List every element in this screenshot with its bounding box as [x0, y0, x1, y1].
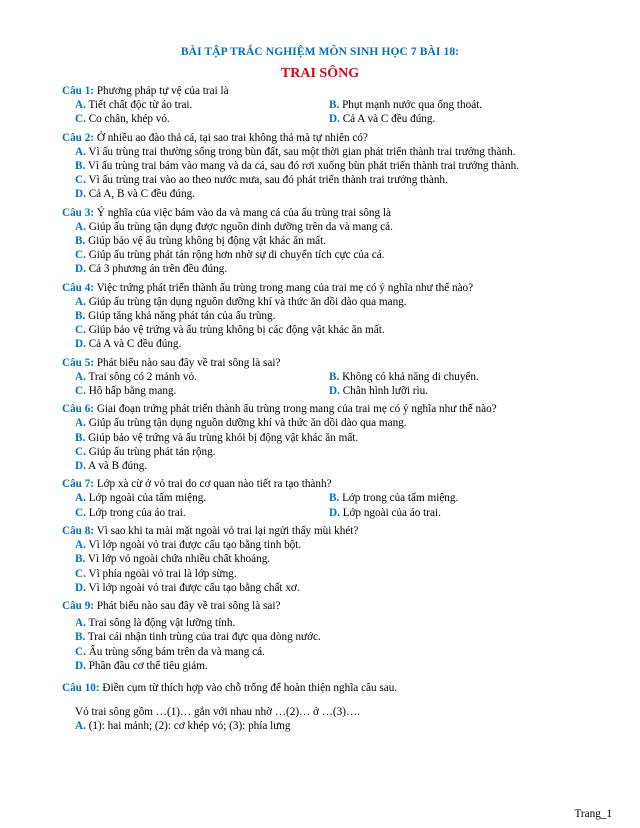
question-2: [62, 131, 622, 202]
fill-in-sentence: Vỏ trai sông gồm …(1)… gắn với nhau nhờ …(2)… ở …(3)….: [75, 706, 360, 719]
option-c: C. Co chân, khép vỏ.: [75, 113, 170, 126]
option-c: C. Giúp ấu trùng phát tán rộng hơn nhờ sự di chuyển tích cực của cá.: [75, 249, 385, 262]
question-text: Giai đoạn trứng phát triển thành ấu trùng trong mang của trai mẹ có ý nghĩa như thế nào?: [94, 403, 497, 416]
option-a: A. Giúp ấu trùng tận dụng được nguồn dinh dưỡng trên da và mang cá.: [75, 220, 393, 233]
option-d: D. Cả A và C đều đúng.: [75, 338, 182, 351]
question-5: [62, 356, 622, 399]
option-b: B. Trai cái nhận tinh trùng của trai đực qua dòng nước.: [75, 631, 321, 644]
option-b: B. Phụt mạnh nước qua ống thoát.: [329, 99, 483, 112]
question-6: [62, 402, 622, 473]
option-d: D. A và B đúng.: [75, 460, 148, 473]
question-number: Câu 10:: [62, 681, 100, 694]
option-c: C. Giúp ấu trùng phát tán rộng.: [75, 445, 216, 458]
option-a: A. Giúp ấu trùng tận dụng nguồn dưỡng khí và thức ăn dồi dào qua mang.: [75, 417, 407, 430]
document-subtitle: TRAI SÔNG: [280, 66, 360, 81]
question-text: Phát biểu nào sau đây về trai sông là sai?: [94, 356, 281, 369]
question-number: Câu 3:: [62, 206, 95, 219]
question-number: Câu 2:: [62, 131, 95, 144]
question-text: Điền cụm từ thích hợp vào chỗ trống để hoàn thiện nghĩa câu sau.: [99, 681, 398, 694]
option-c: C. Lớp trong của áo trai.: [75, 506, 186, 519]
option-b: B. Không có khả năng di chuyển.: [329, 370, 479, 383]
option-c: C. Hô hấp bằng mang.: [75, 385, 177, 398]
option-d: D. Vì lớp ngoài vỏ trai được cấu tạo bằng chất xơ.: [75, 581, 300, 594]
option-a: A. Lớp ngoài của tấm miệng.: [75, 492, 207, 505]
option-b: B. Vì lớp vỏ ngoài chứa nhiều chất khoáng.: [75, 553, 271, 566]
option-b: B. Vì ấu trùng trai bám vào mang và da cá, sau đó rơi xuống bùn phát triển thành trai trưởng thành.: [75, 160, 519, 173]
option-c: C. Vì ấu trùng trai vào ao theo nước mưa, sau đó phát triển thành trai trưởng thành.: [75, 174, 448, 187]
question-list: [62, 84, 622, 738]
option-d: D. Phần đầu cơ thể tiêu giảm.: [75, 659, 208, 672]
option-a: A. (1): hai mảnh; (2): cơ khép vỏ; (3): phía lưng: [75, 720, 291, 733]
option-a: A. Trai sông là động vật lưỡng tính.: [75, 617, 236, 630]
option-a: A. Trai sông có 2 mảnh vỏ.: [75, 370, 197, 383]
option-b: B. Giúp tăng khả năng phát tán của ấu trùng.: [75, 310, 276, 323]
option-c: C. Giúp bảo vệ trứng và ấu trùng không bị các động vật khác ăn mất.: [75, 324, 385, 337]
question-9: [62, 599, 622, 673]
option-b: B. Lớp trong của tấm miệng.: [329, 492, 459, 505]
question-10: [62, 681, 622, 734]
option-d: D. Cả A và C đều đúng.: [329, 113, 436, 126]
question-4: [62, 281, 622, 352]
option-d: D. Cả A, B và C đều đúng.: [75, 188, 195, 201]
question-number: Câu 7:: [62, 478, 95, 491]
document-title: BÀI TẬP TRẮC NGHIỆM MÔN SINH HỌC 7 BÀI 18:: [180, 46, 460, 58]
option-a: A. Giúp ấu trùng tận dụng nguồn dưỡng khí và thức ăn dồi dào qua mang.: [75, 295, 407, 308]
option-d: D. Lớp ngoài của áo trai.: [329, 506, 441, 519]
option-d: D. Cả 3 phương án trên đều đúng.: [75, 263, 228, 276]
question-text: Ở nhiều ao đào thả cá, tại sao trai không thả mà tự nhiên có?: [94, 131, 368, 144]
question-3: [62, 206, 622, 277]
option-a: A. Vì ấu trùng trai thường sống trong bùn đất, sau một thời gian phát triển thành trai trưởng thành.: [75, 145, 516, 158]
question-8: [62, 524, 622, 595]
question-number: Câu 4:: [62, 281, 95, 294]
option-c: C. Vì phía ngoài vỏ trai là lớp sừng.: [75, 567, 237, 580]
question-number: Câu 1:: [62, 85, 95, 97]
question-text: Phương pháp tự vệ của trai là: [94, 85, 229, 97]
option-b: B. Giúp bảo vệ ấu trùng không bị động vật khác ăn mất.: [75, 235, 327, 248]
question-number: Câu 5:: [62, 356, 95, 369]
option-c: C. Ấu trùng sống bám trên da và mang cá.: [75, 645, 265, 658]
question-number: Câu 6:: [62, 403, 95, 416]
question-text: Ý nghĩa của việc bám vào da và mang cá của ấu trùng trai sông là: [94, 206, 391, 219]
question-number: Câu 9:: [62, 599, 95, 612]
question-7: [62, 477, 622, 520]
question-text: Lớp xà cừ ở vỏ trai do cơ quan nào tiết ra tạo thành?: [94, 478, 332, 491]
option-b: B. Giúp bảo vệ trứng và ấu trùng khỏi bị động vật khác ăn mất.: [75, 431, 359, 444]
question-number: Câu 8:: [62, 524, 95, 537]
question-text: Phát biểu nào sau đây về trai sông là sai?: [94, 599, 281, 612]
option-a: A. Tiết chất độc từ áo trai.: [75, 99, 193, 112]
option-d: D. Chân hình lưỡi rìu.: [329, 385, 429, 398]
question-1: [62, 84, 622, 127]
page-number: Trang_1: [574, 808, 612, 820]
option-a: A. Vì lớp ngoài vỏ trai được cấu tạo bằng tinh bột.: [75, 539, 302, 552]
question-text: Việc trứng phát triển thành ấu trùng trong mang của trai mẹ có ý nghĩa như thế nào?: [94, 281, 474, 294]
question-text: Vì sao khi ta mài mặt ngoài vỏ trai lại ngửi thấy mùi khét?: [94, 524, 359, 537]
